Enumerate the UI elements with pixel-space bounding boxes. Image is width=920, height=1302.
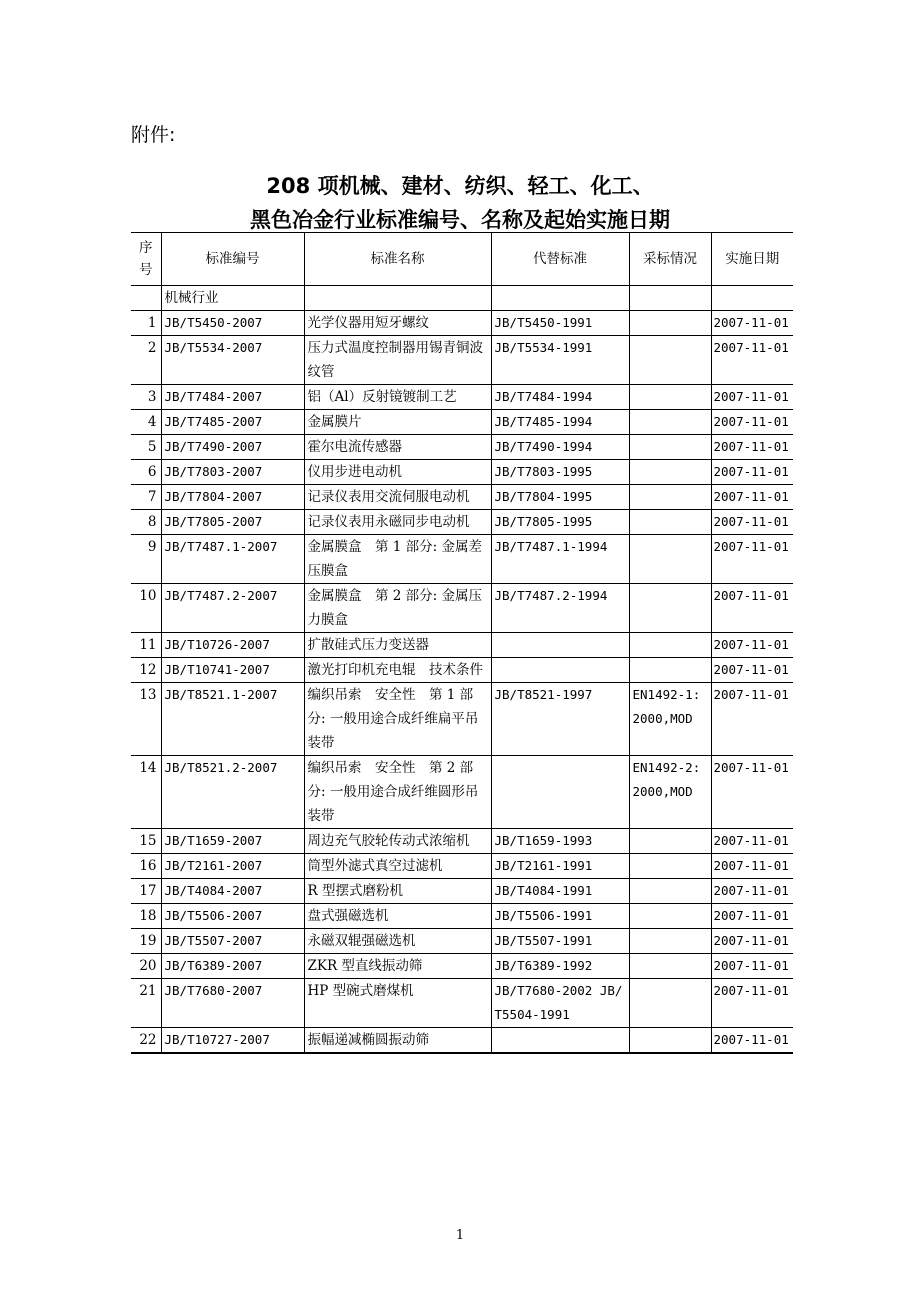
standard-name: 激光打印机充电辊 技术条件	[304, 658, 491, 683]
standard-code: JB/T8521.1-2007	[161, 683, 304, 756]
standard-code: JB/T8521.2-2007	[161, 756, 304, 829]
section-empty-cell	[304, 286, 491, 311]
standard-name: 金属膜片	[304, 410, 491, 435]
table-row	[131, 904, 793, 929]
replaced-standard: JB/T7484-1994	[491, 385, 629, 410]
replaced-standard: JB/T5534-1991	[491, 336, 629, 385]
standard-code: JB/T1659-2007	[161, 829, 304, 854]
adoption-status	[629, 1028, 711, 1054]
replaced-standard: JB/T2161-1991	[491, 854, 629, 879]
row-number: 14	[131, 756, 161, 829]
row-number: 22	[131, 1028, 161, 1054]
implementation-date: 2007-11-01	[711, 904, 793, 929]
table-row	[131, 929, 793, 954]
implementation-date: 2007-11-01	[711, 385, 793, 410]
implementation-date: 2007-11-01	[711, 683, 793, 756]
row-number: 3	[131, 385, 161, 410]
standard-code: JB/T7804-2007	[161, 485, 304, 510]
document-title-line-1: 208 项机械、建材、纺织、轻工、化工、	[266, 174, 654, 198]
row-number: 6	[131, 460, 161, 485]
table-row	[131, 460, 793, 485]
standard-name: 编织吊索 安全性 第 1 部分: 一般用途合成纤维扁平吊装带	[304, 683, 491, 756]
adoption-status	[629, 658, 711, 683]
implementation-date: 2007-11-01	[711, 410, 793, 435]
section-empty-cell	[711, 286, 793, 311]
adoption-status	[629, 633, 711, 658]
standard-code: JB/T10727-2007	[161, 1028, 304, 1054]
implementation-date: 2007-11-01	[711, 954, 793, 979]
row-number: 7	[131, 485, 161, 510]
table-row	[131, 385, 793, 410]
attachment-label: 附件:	[131, 124, 176, 146]
adoption-status	[629, 336, 711, 385]
row-number: 16	[131, 854, 161, 879]
row-number: 17	[131, 879, 161, 904]
table-row	[131, 658, 793, 683]
standard-code: JB/T7484-2007	[161, 385, 304, 410]
standard-name: 光学仪器用短牙螺纹	[304, 311, 491, 336]
section-empty-cell	[629, 286, 711, 311]
replaced-standard: JB/T7487.2-1994	[491, 584, 629, 633]
standard-code: JB/T7487.2-2007	[161, 584, 304, 633]
table-row	[131, 410, 793, 435]
replaced-standard: JB/T7680-2002 JB/T5504-1991	[491, 979, 629, 1028]
table-row	[131, 879, 793, 904]
standard-name: 永磁双辊强磁选机	[304, 929, 491, 954]
adoption-status	[629, 485, 711, 510]
header-name: 标准名称	[304, 233, 491, 286]
row-number: 9	[131, 535, 161, 584]
implementation-date: 2007-11-01	[711, 311, 793, 336]
header-date: 实施日期	[711, 233, 793, 286]
row-number: 20	[131, 954, 161, 979]
replaced-standard: JB/T6389-1992	[491, 954, 629, 979]
section-empty-cell	[131, 286, 161, 311]
document-title-line-2: 黑色冶金行业标准编号、名称及起始实施日期	[250, 208, 670, 232]
section-row	[131, 286, 793, 311]
standard-name: 记录仪表用交流伺服电动机	[304, 485, 491, 510]
replaced-standard: JB/T7805-1995	[491, 510, 629, 535]
standard-name: HP 型碗式磨煤机	[304, 979, 491, 1028]
row-number: 21	[131, 979, 161, 1028]
standard-code: JB/T7803-2007	[161, 460, 304, 485]
replaced-standard: JB/T5507-1991	[491, 929, 629, 954]
replaced-standard: JB/T5506-1991	[491, 904, 629, 929]
implementation-date: 2007-11-01	[711, 633, 793, 658]
implementation-date: 2007-11-01	[711, 879, 793, 904]
standard-code: JB/T7805-2007	[161, 510, 304, 535]
standard-code: JB/T6389-2007	[161, 954, 304, 979]
row-number: 2	[131, 336, 161, 385]
standards-table	[131, 232, 793, 1054]
standard-code: JB/T10726-2007	[161, 633, 304, 658]
standard-name: 金属膜盒 第 2 部分: 金属压力膜盒	[304, 584, 491, 633]
implementation-date: 2007-11-01	[711, 1028, 793, 1054]
row-number: 11	[131, 633, 161, 658]
standard-name: 金属膜盒 第 1 部分: 金属差压膜盒	[304, 535, 491, 584]
replaced-standard: JB/T1659-1993	[491, 829, 629, 854]
header-adoption: 采标情况	[629, 233, 711, 286]
adoption-status	[629, 929, 711, 954]
implementation-date: 2007-11-01	[711, 510, 793, 535]
adoption-status	[629, 879, 711, 904]
table-row	[131, 683, 793, 756]
adoption-status	[629, 535, 711, 584]
replaced-standard	[491, 756, 629, 829]
implementation-date: 2007-11-01	[711, 336, 793, 385]
implementation-date: 2007-11-01	[711, 535, 793, 584]
standard-name: ZKR 型直线振动筛	[304, 954, 491, 979]
standard-code: JB/T5450-2007	[161, 311, 304, 336]
standard-code: JB/T5507-2007	[161, 929, 304, 954]
header-replaces: 代替标准	[491, 233, 629, 286]
standard-name: 筒型外滤式真空过滤机	[304, 854, 491, 879]
standard-name: 仪用步进电动机	[304, 460, 491, 485]
replaced-standard: JB/T5450-1991	[491, 311, 629, 336]
implementation-date: 2007-11-01	[711, 854, 793, 879]
table-row	[131, 584, 793, 633]
standard-name: 盘式强磁选机	[304, 904, 491, 929]
standard-code: JB/T10741-2007	[161, 658, 304, 683]
standard-name: 记录仪表用永磁同步电动机	[304, 510, 491, 535]
row-number: 5	[131, 435, 161, 460]
replaced-standard: JB/T7490-1994	[491, 435, 629, 460]
replaced-standard: JB/T7487.1-1994	[491, 535, 629, 584]
table-row	[131, 435, 793, 460]
standard-code: JB/T5534-2007	[161, 336, 304, 385]
standard-code: JB/T4084-2007	[161, 879, 304, 904]
replaced-standard: JB/T7485-1994	[491, 410, 629, 435]
table-row	[131, 979, 793, 1028]
standard-code: JB/T5506-2007	[161, 904, 304, 929]
row-number: 15	[131, 829, 161, 854]
implementation-date: 2007-11-01	[711, 829, 793, 854]
table-row	[131, 756, 793, 829]
implementation-date: 2007-11-01	[711, 460, 793, 485]
page-number: 1	[455, 1228, 465, 1243]
replaced-standard: JB/T8521-1997	[491, 683, 629, 756]
replaced-standard: JB/T4084-1991	[491, 879, 629, 904]
row-number: 8	[131, 510, 161, 535]
implementation-date: 2007-11-01	[711, 756, 793, 829]
standard-name: 周边充气胶轮传动式浓缩机	[304, 829, 491, 854]
header-code: 标准编号	[161, 233, 304, 286]
adoption-status	[629, 510, 711, 535]
standard-code: JB/T2161-2007	[161, 854, 304, 879]
row-number: 18	[131, 904, 161, 929]
adoption-status	[629, 854, 711, 879]
implementation-date: 2007-11-01	[711, 435, 793, 460]
table-header-row	[131, 233, 793, 286]
adoption-status: EN1492-2:2000,MOD	[629, 756, 711, 829]
adoption-status	[629, 979, 711, 1028]
header-no: 序号	[131, 233, 161, 286]
standard-code: JB/T7487.1-2007	[161, 535, 304, 584]
adoption-status	[629, 385, 711, 410]
standard-name: 霍尔电流传感器	[304, 435, 491, 460]
adoption-status	[629, 904, 711, 929]
table-row	[131, 510, 793, 535]
implementation-date: 2007-11-01	[711, 929, 793, 954]
replaced-standard	[491, 658, 629, 683]
standard-name: 编织吊索 安全性 第 2 部分: 一般用途合成纤维圆形吊装带	[304, 756, 491, 829]
table-row	[131, 954, 793, 979]
adoption-status	[629, 829, 711, 854]
standard-name: 扩散硅式压力变送器	[304, 633, 491, 658]
row-number: 4	[131, 410, 161, 435]
adoption-status: EN1492-1:2000,MOD	[629, 683, 711, 756]
table-row	[131, 485, 793, 510]
adoption-status	[629, 311, 711, 336]
row-number: 12	[131, 658, 161, 683]
replaced-standard: JB/T7803-1995	[491, 460, 629, 485]
row-number: 1	[131, 311, 161, 336]
table-row	[131, 829, 793, 854]
adoption-status	[629, 435, 711, 460]
standard-name: 振幅递减椭圆振动筛	[304, 1028, 491, 1054]
table-row	[131, 311, 793, 336]
standard-name: R 型摆式磨粉机	[304, 879, 491, 904]
replaced-standard	[491, 633, 629, 658]
implementation-date: 2007-11-01	[711, 658, 793, 683]
section-empty-cell	[491, 286, 629, 311]
table-row	[131, 854, 793, 879]
row-number: 19	[131, 929, 161, 954]
standard-name: 压力式温度控制器用锡青铜波纹管	[304, 336, 491, 385]
table-row	[131, 1028, 793, 1054]
row-number: 13	[131, 683, 161, 756]
standard-code: JB/T7490-2007	[161, 435, 304, 460]
table-row	[131, 336, 793, 385]
row-number: 10	[131, 584, 161, 633]
implementation-date: 2007-11-01	[711, 979, 793, 1028]
standard-code: JB/T7485-2007	[161, 410, 304, 435]
table-row	[131, 535, 793, 584]
implementation-date: 2007-11-01	[711, 584, 793, 633]
table-row	[131, 633, 793, 658]
standard-code: JB/T7680-2007	[161, 979, 304, 1028]
adoption-status	[629, 954, 711, 979]
replaced-standard: JB/T7804-1995	[491, 485, 629, 510]
adoption-status	[629, 410, 711, 435]
standard-name: 铝（Al）反射镜镀制工艺	[304, 385, 491, 410]
section-title: 机械行业	[161, 286, 304, 311]
adoption-status	[629, 460, 711, 485]
adoption-status	[629, 584, 711, 633]
replaced-standard	[491, 1028, 629, 1054]
implementation-date: 2007-11-01	[711, 485, 793, 510]
